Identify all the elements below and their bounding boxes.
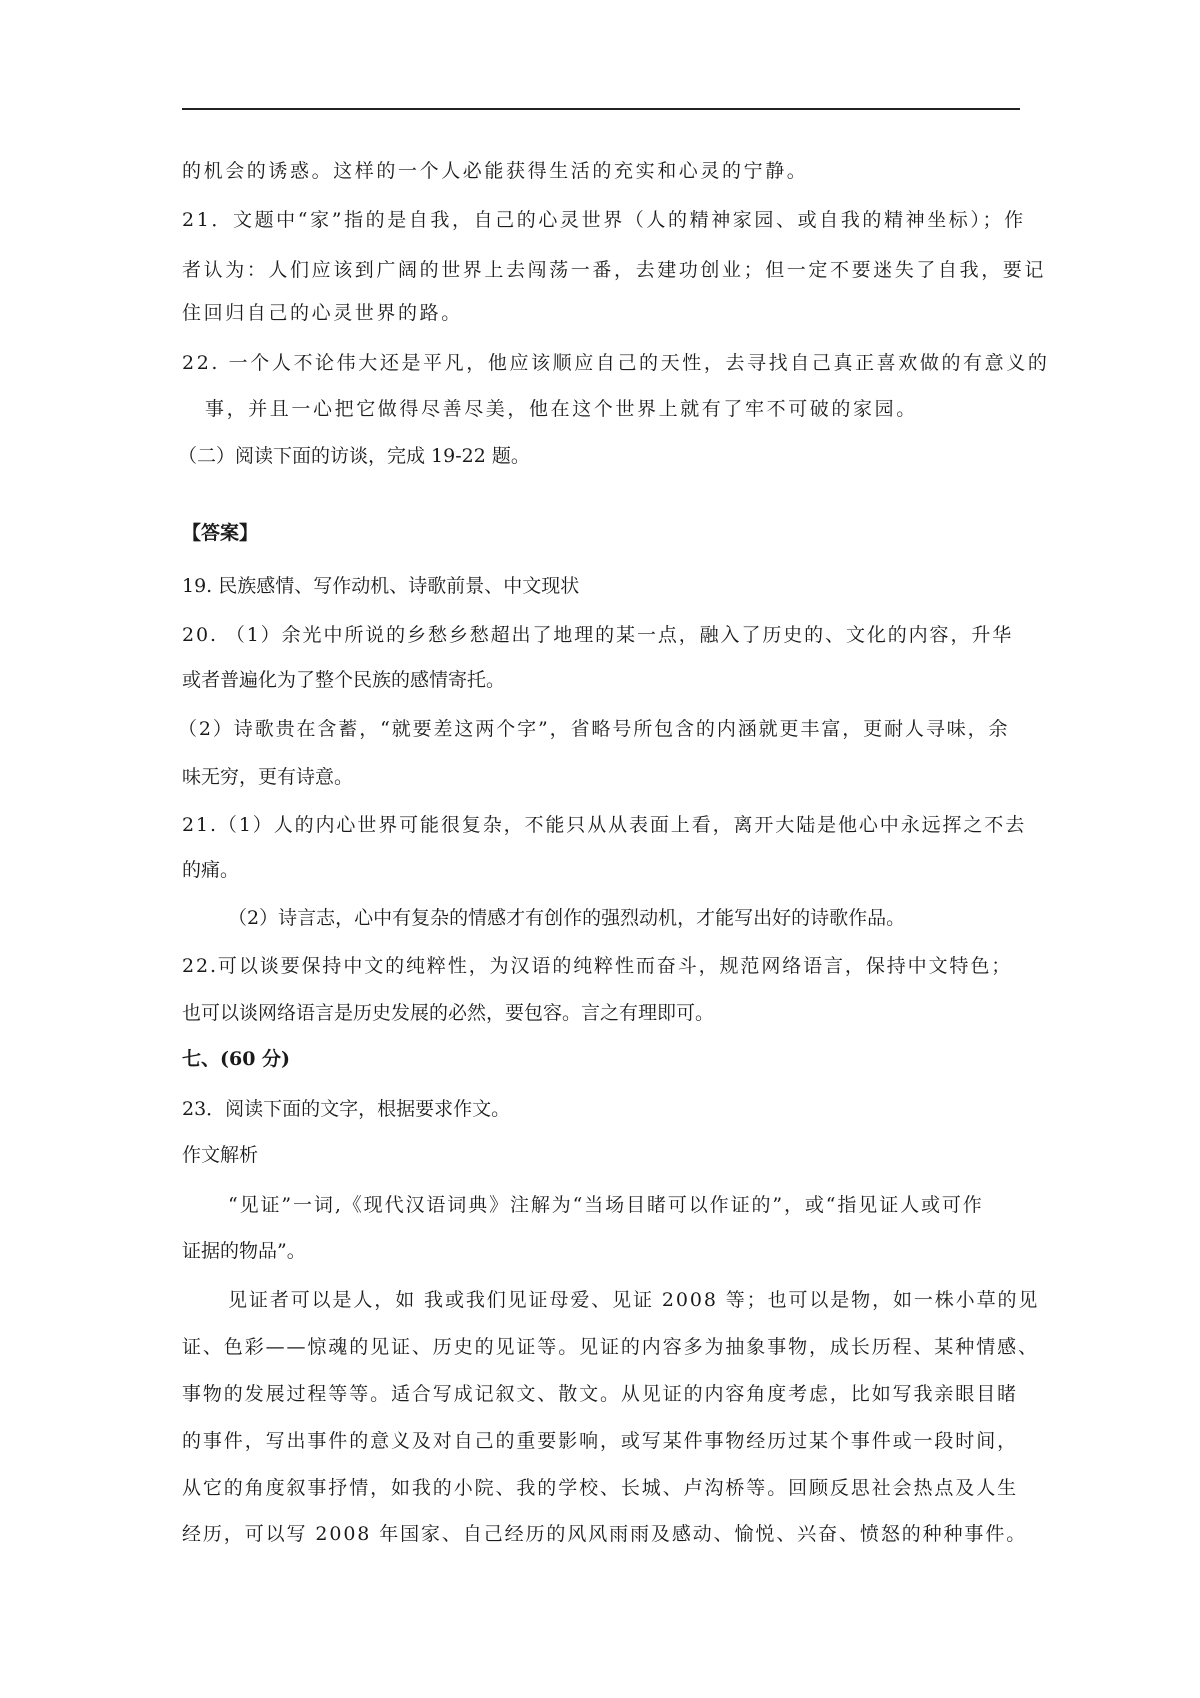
- text-line: 22.可以谈要保持中文的纯粹性，为汉语的纯粹性而奋斗，规范网络语言，保持中文特色；: [182, 955, 1013, 977]
- text-line: 或者普遍化为了整个民族的感情寄托。: [182, 669, 506, 691]
- text-line: （二）阅读下面的访谈，完成 19-22 题。: [178, 445, 530, 467]
- text-line: （2）诗歌贵在含蓄，“就要差这两个字”，省略号所包含的内涵就更丰富，更耐人寻味，余: [178, 718, 1010, 740]
- section-heading: 七、(60 分): [182, 1048, 291, 1070]
- text-line: 经历，可以写 2008 年国家、自己经历的风风雨雨及感动、愉悦、兴奋、愤怒的种种事件。: [182, 1523, 1028, 1545]
- header-rule: [182, 108, 1020, 110]
- text-line: 味无穷，更有诗意。: [182, 766, 354, 788]
- text-line: 22. 一个人不论伟大还是平凡，他应该顺应自己的天性，去寻找自己真正喜欢做的有意义的: [182, 352, 1050, 374]
- text-line: 作文解析: [182, 1144, 259, 1166]
- text-line: 证、色彩——惊魂的见证、历史的见证等。见证的内容多为抽象事物，成长历程、某种情感、: [182, 1336, 1039, 1358]
- text-line: “见证”一词,《现代汉语词典》注解为“当场目睹可以作证的”，或“指见证人或可作: [228, 1194, 984, 1216]
- text-line: 20. （1）余光中所说的乡愁乡愁超出了地理的某一点，融入了历史的、文化的内容，升华: [182, 624, 1014, 646]
- text-line: 者认为：人们应该到广阔的世界上去闯荡一番，去建功创业；但一定不要迷失了自我，要记: [182, 259, 1047, 281]
- text-line: 从它的角度叙事抒情，如我的小院、我的学校、长城、卢沟桥等。回顾反思社会热点及人生: [182, 1477, 1019, 1499]
- text-line: 19. 民族感情、写作动机、诗歌前景、中文现状: [182, 575, 580, 597]
- text-line: 事物的发展过程等等。适合写成记叙文、散文。从见证的内容角度考虑，比如写我亲眼目睹: [182, 1383, 1019, 1405]
- text-line: 也可以谈网络语言是历史发展的必然，要包容。言之有理即可。: [182, 1002, 715, 1024]
- text-line: 见证者可以是人，如 我或我们见证母爱、见证 2008 等；也可以是物，如一株小草的见: [228, 1289, 1040, 1311]
- text-line: 的机会的诱惑。这样的一个人必能获得生活的充实和心灵的宁静。: [182, 160, 809, 182]
- text-line: （2）诗言志，心中有复杂的情感才有创作的强烈动机，才能写出好的诗歌作品。: [228, 907, 906, 929]
- text-line: 23．阅读下面的文字，根据要求作文。: [182, 1098, 511, 1120]
- text-line: 21．文题中“家”指的是自我，自己的心灵世界（人的精神家园、或自我的精神坐标）；作: [182, 209, 1026, 231]
- answer-heading: 【答案】: [182, 522, 259, 544]
- text-line: 住回归自己的心灵世界的路。: [182, 302, 463, 324]
- text-line: 证据的物品”。: [182, 1240, 306, 1262]
- text-line: 事，并且一心把它做得尽善尽美，他在这个世界上就有了牢不可破的家园。: [205, 398, 918, 420]
- text-line: 的事件，写出事件的意义及对自己的重要影响，或写某件事物经历过某个事件或一段时间，: [182, 1430, 1019, 1452]
- text-line: 的痛。: [182, 859, 240, 881]
- text-line: 21.（1）人的内心世界可能很复杂，不能只从从表面上看，离开大陆是他心中永远挥之不去: [182, 814, 1027, 836]
